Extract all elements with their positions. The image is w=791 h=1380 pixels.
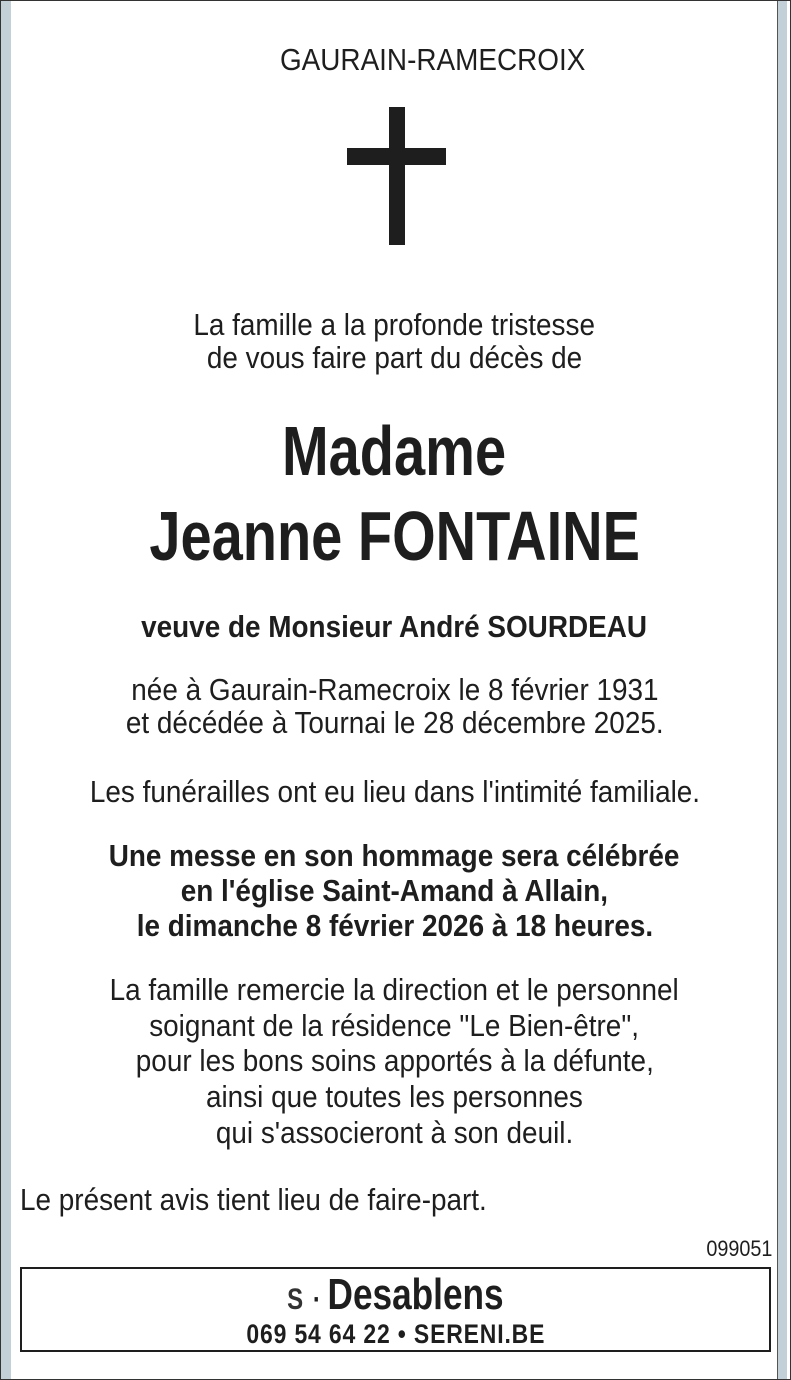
funeral-home-contact: 069 54 64 22 • SERENI.BE [246, 1319, 545, 1349]
thanks-line: qui s'associeront à son deuil. [215, 1115, 574, 1150]
location-heading: GAURAIN-RAMECROIX [279, 42, 586, 77]
thanks-line: ainsi que toutes les personnes [206, 1079, 583, 1114]
spouse-line: veuve de Monsieur André SOURDEAU [141, 609, 648, 644]
cross-icon-bar [347, 148, 446, 165]
birth-line: née à Gaurain-Ramecroix le 8 février 1931 [130, 672, 659, 707]
intro-line: La famille a la profonde tristesse [193, 307, 596, 342]
deceased-name: Jeanne FONTAINE [149, 497, 640, 575]
mass-line: en l'église Saint-Amand à Allain, [180, 873, 609, 908]
funeral-home-name-row: S · Desablens [287, 1270, 504, 1319]
thanks-line: pour les bons soins apportés à la défunte, [135, 1043, 654, 1078]
reference-number: 099051 [705, 1236, 772, 1261]
mass-line: le dimanche 8 février 2026 à 18 heures. [136, 908, 653, 943]
funeral-home-name: Desablens [327, 1270, 504, 1319]
funeral-home-logo: S [287, 1283, 304, 1316]
funeral-line: Les funérailles ont eu lieu dans l'intimité familiale. [89, 774, 700, 809]
cross-icon [389, 107, 405, 245]
right-margin-strip [777, 1, 787, 1379]
thanks-line: La famille remercie la direction et le personnel [109, 972, 680, 1007]
left-margin-strip [1, 1, 11, 1379]
notice-line: Le présent avis tient lieu de faire-part. [20, 1182, 487, 1217]
death-line: et décédée à Tournai le 28 décembre 2025. [125, 705, 664, 740]
funeral-home-box [20, 1267, 771, 1352]
mass-line: Une messe en son hommage sera célébrée [109, 838, 680, 873]
deceased-title: Madame [282, 412, 507, 490]
thanks-line: soignant de la résidence "Le Bien-être", [149, 1008, 640, 1043]
intro-line: de vous faire part du décès de [206, 340, 583, 375]
